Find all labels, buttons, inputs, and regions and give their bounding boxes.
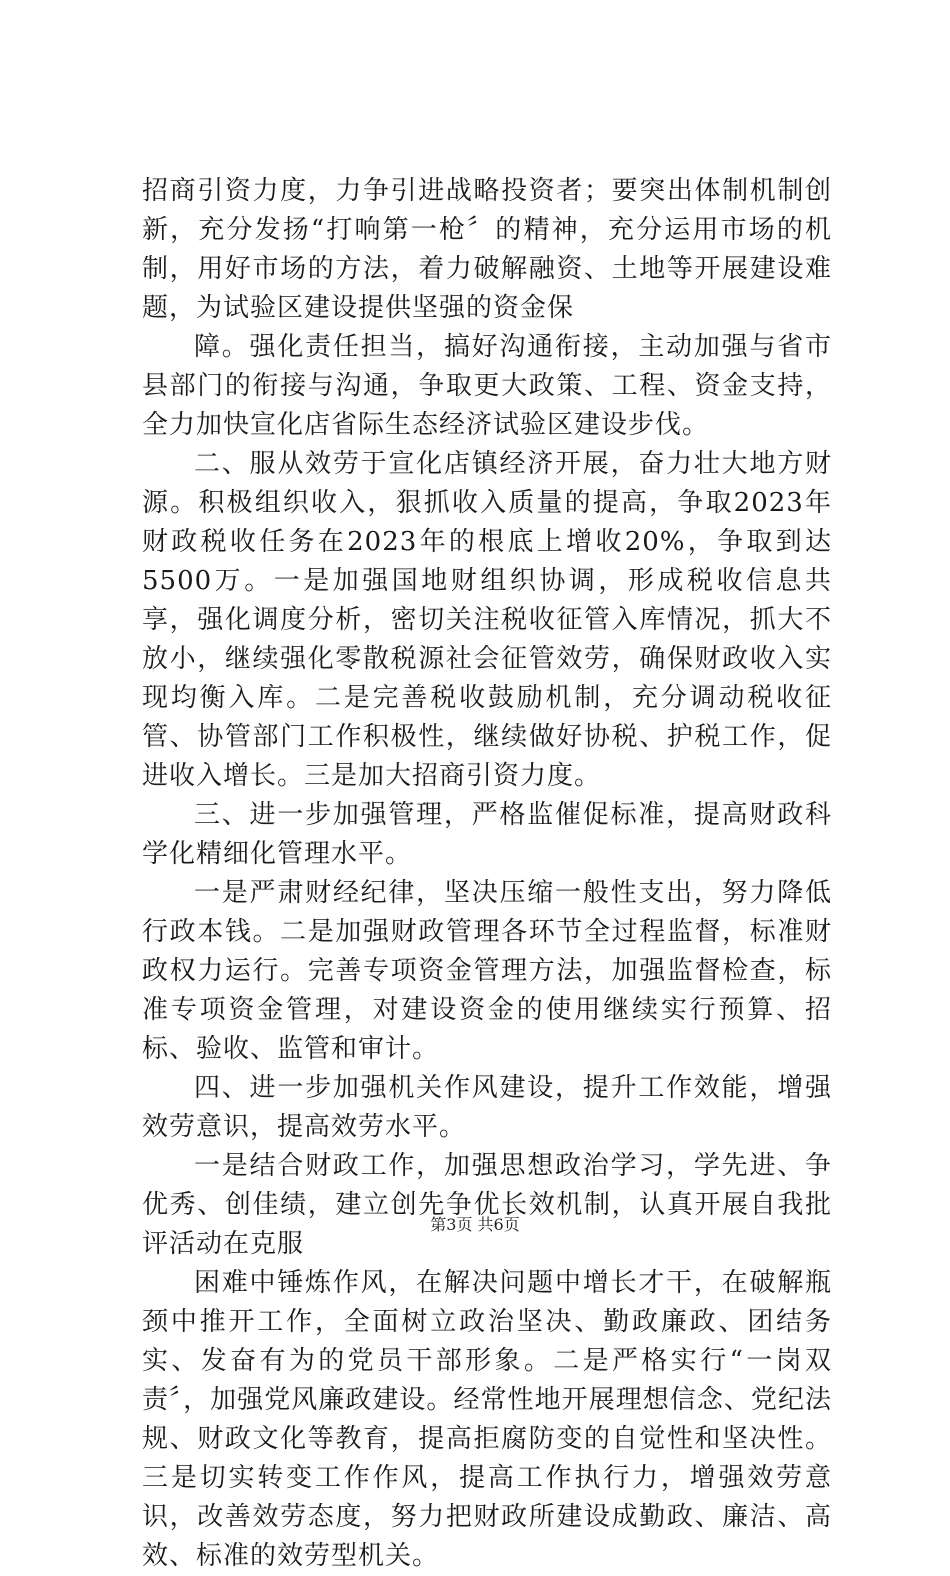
document-body [142, 172, 832, 1576]
paragraph-6: 四、进一步加强机关作风建设，提升工作效能，增强效劳意识，提高效劳水平。 [142, 1073, 832, 1142]
paragraph-8: 困难中锤炼作风，在解决问题中增长才干，在破解瓶颈中推开工作，全面树立政治坚决、勤政廉政、团结务实、发奋有为的党员干部形象。二是严格实行“一岗双责〞，加强党风廉政建设。经常性地开展理想信念、党纪法规、财政文化等教育，提高拒腐防变的自觉性和坚决性。三是切实转变工作作风，提高工作执行力，增强效劳意识，改善效劳态度，努力把财政所建设成勤政、廉洁、高效、标准的效劳型机关。 [142, 1268, 832, 1571]
paragraph-2: 障。强化责任担当，搞好沟通衔接，主动加强与省市县部门的衔接与沟通，争取更大政策、工程、资金支持，全力加快宣化店省际生态经济试验区建设步伐。 [142, 332, 832, 440]
paragraph-7: 一是结合财政工作，加强思想政治学习，学先进、争优秀、创佳绩，建立创先争优长效机制，认真开展自我批评活动在克服 [142, 1151, 832, 1259]
paragraph-1: 招商引资力度，力争引进战略投资者；要突出体制机制创新，充分发扬“打响第一枪〞的精神，充分运用市场的机制，用好市场的方法，着力破解融资、土地等开展建设难题，为试验区建设提供坚强的资金保 [142, 176, 832, 323]
paragraph-4: 三、进一步加强管理，严格监催促标准，提高财政科学化精细化管理水平。 [142, 800, 832, 869]
paragraph-3: 二、服从效劳于宣化店镇经济开展，奋力壮大地方财源。积极组织收入，狠抓收入质量的提高，争取2023年财政税收任务在2023年的根底上增收20%，争取到达5500万。一是加强国地财组织协调，形成税收信息共享，强化调度分析，密切关注税收征管入库情况，抓大不放小，继续强化零散税源社会征管效劳，确保财政收入实现均衡入库。二是完善税收鼓励机制，充分调动税收征管、协管部门工作积极性，继续做好协税、护税工作，促进收入增长。三是加大招商引资力度。 [142, 449, 832, 791]
page-number-footer: 第3页 共6页 [430, 1215, 520, 1234]
paragraph-5: 一是严肃财经纪律，坚决压缩一般性支出，努力降低行政本钱。二是加强财政管理各环节全过程监督，标准财政权力运行。完善专项资金管理方法，加强监督检查，标准专项资金管理，对建设资金的使用继续实行预算、招标、验收、监管和审计。 [142, 878, 832, 1064]
